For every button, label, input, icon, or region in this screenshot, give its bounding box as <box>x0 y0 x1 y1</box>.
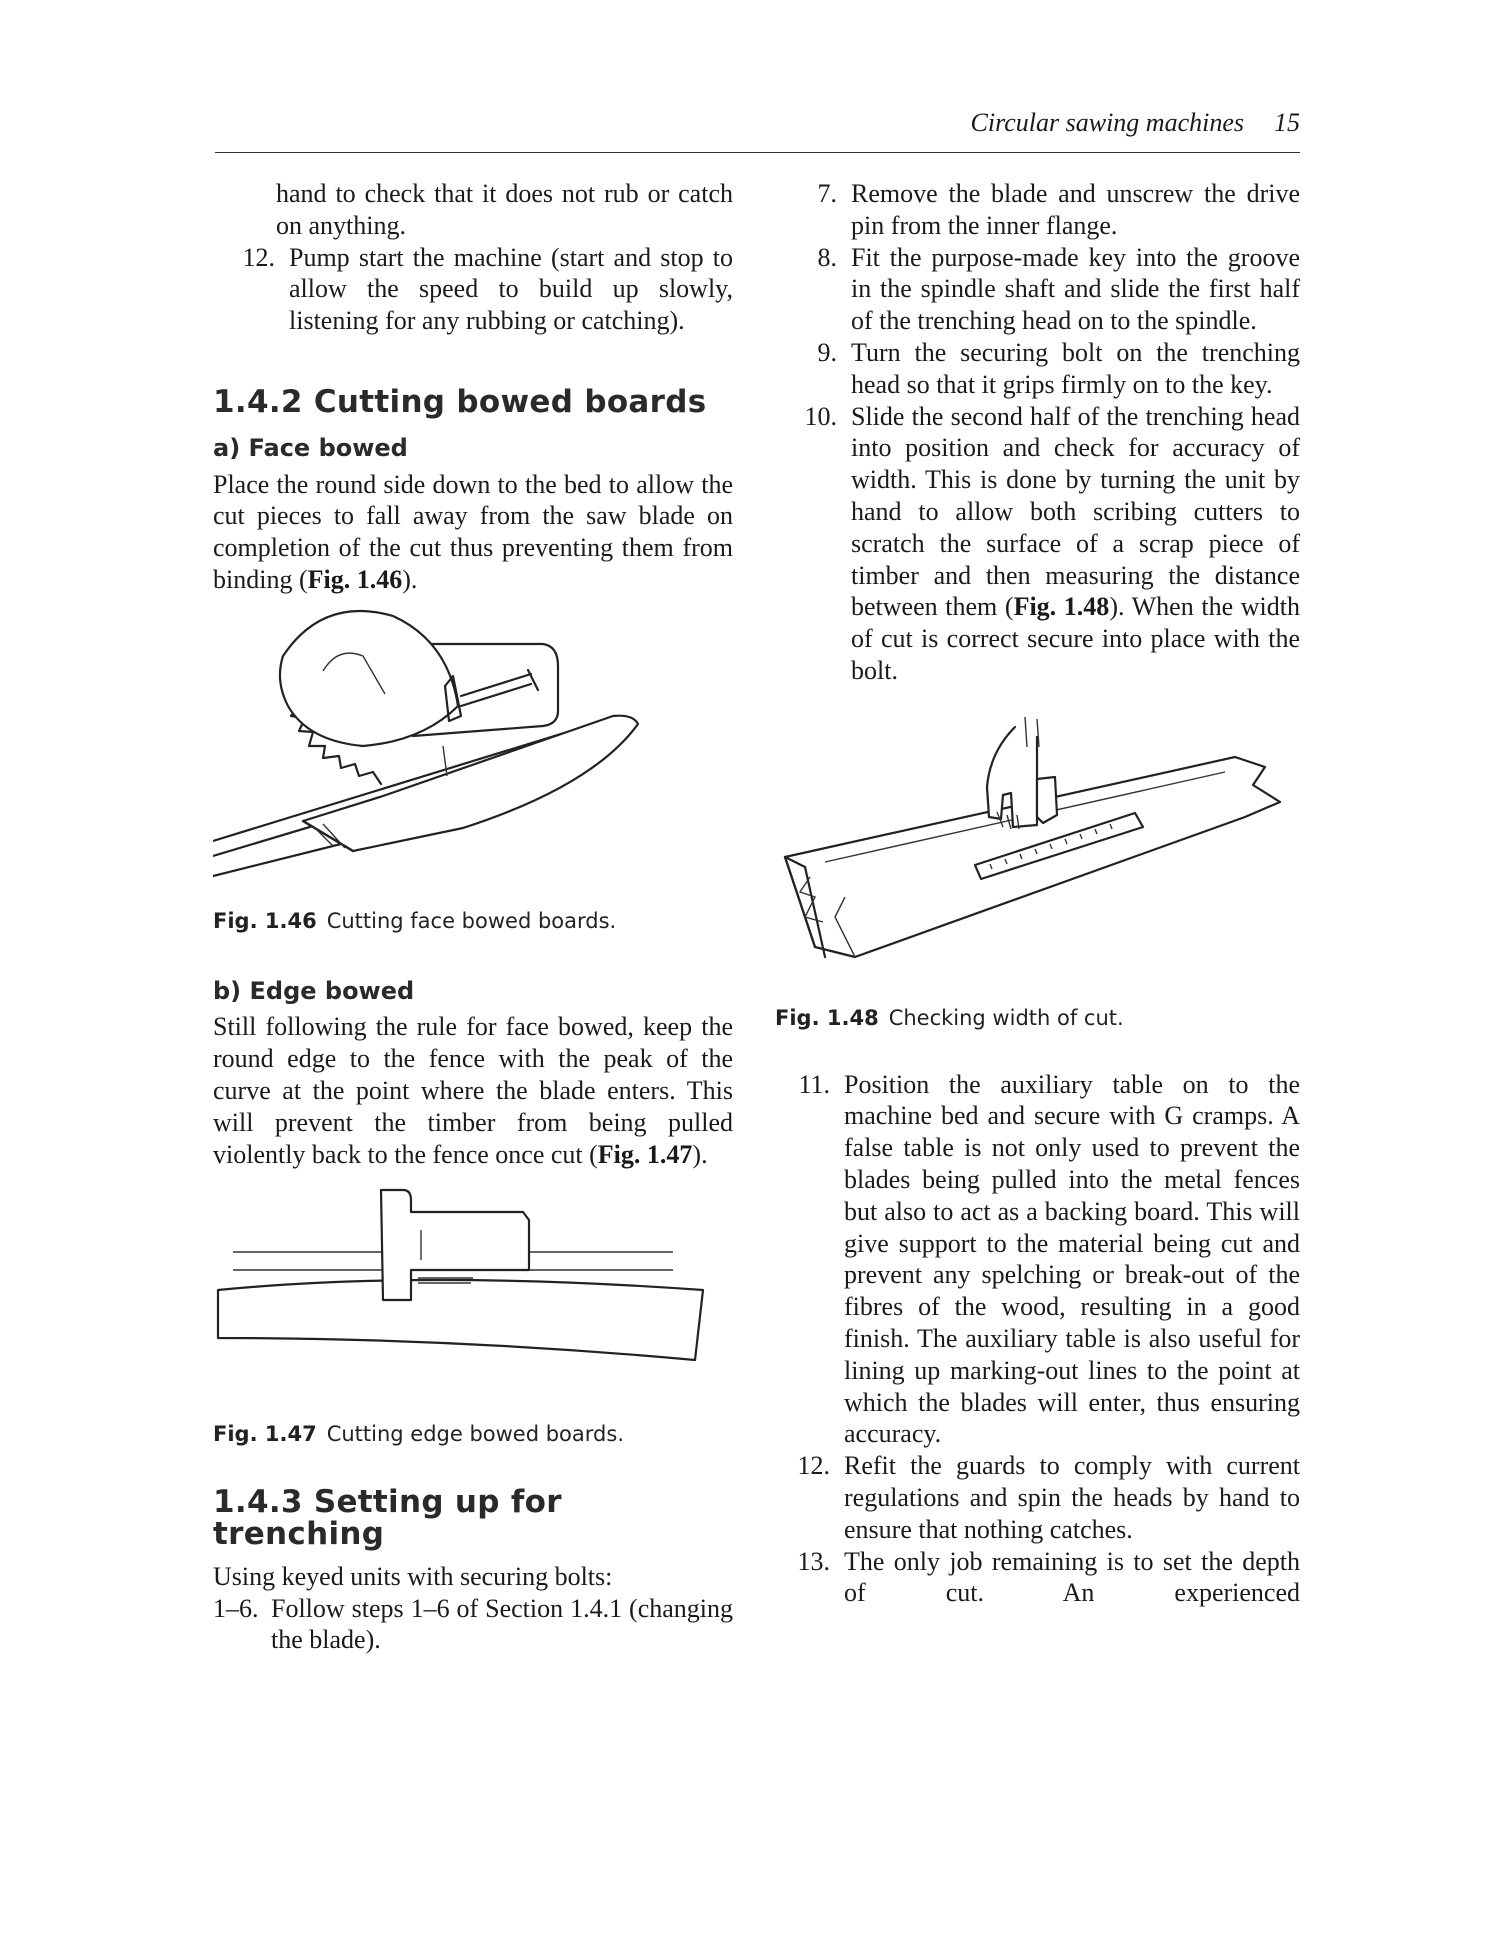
item-text: Slide the second half of the trenching head into position and check for accuracy of width. This is done by turning the unit by hand to allow both scribing cutters to scratch the surface of a scrap piece of timber and then measuring the distance between them (Fig. 1.48). When the width of cut is correct secure into place with the bolt. <box>851 401 1300 685</box>
item-text: Follow steps 1–6 of Section 1.4.1 (changing the blade). <box>271 1593 733 1655</box>
figure-reference: Fig. 1.46 <box>307 564 403 594</box>
list-item-7 <box>775 178 1300 242</box>
paragraph-keyed-units: Using keyed units with securing bolts: <box>213 1561 613 1591</box>
list-item-1-6 <box>213 1593 733 1657</box>
caption-fig-1-47 <box>213 1419 733 1451</box>
item-text: Fit the purpose-made key into the groove in the spindle shaft and slide the first half of the trenching head on to the spindle. <box>851 242 1300 336</box>
item-number: 1–6. <box>213 1593 259 1623</box>
item-number: 7. <box>817 179 837 208</box>
item-text: Remove the blade and unscrew the drive pin from the inner flange. <box>851 179 1300 240</box>
figure-1-46-saw-illustration <box>213 596 733 896</box>
item-number: 12. <box>797 1451 830 1481</box>
list-item-9 <box>775 337 1300 401</box>
list-item-8 <box>775 242 1300 337</box>
item-text: Position the auxiliary table on to the machine bed and secure with G cramps. A false table is not only used to prevent the blades being pulled into the metal fences but also to act as a backing board. This will give support to the material being cut and prevent any spelching or break-out of the fibres of the wood, resulting in a good finish. The auxiliary table is also useful for lining up marking-out lines to the point at which the blades will enter, thus ensuring accuracy. <box>844 1069 1300 1449</box>
page-number: 15 <box>1274 108 1300 137</box>
list-item-11 <box>775 1069 1300 1451</box>
list-item-10 <box>775 401 1300 687</box>
figure-reference: Fig. 1.48 <box>1013 592 1110 622</box>
right-column <box>775 178 1300 1609</box>
item-text: Turn the securing bolt on the trenching head so that it grips firmly on to the key. <box>851 337 1300 399</box>
figure-1-48-trenching-check-illustration <box>775 707 1300 987</box>
section-heading-1-4-3: 1.4.3 Setting up for trenching <box>213 1484 562 1552</box>
item-number: 10. <box>804 401 837 431</box>
item-text: Refit the guards to comply with current regulations and spin the heads by hand to ensure that nothing catches. <box>844 1451 1300 1544</box>
running-title: Circular sawing machines <box>970 108 1244 137</box>
caption-fig-1-48 <box>775 1003 1300 1035</box>
item-number: 8. <box>817 242 837 272</box>
continued-text: hand to check that it does not rub or catch on anything. <box>276 179 733 240</box>
running-header <box>215 108 1300 153</box>
paragraph-face-bowed: Place the round side down to the bed to allow the cut pieces to fall away from the saw blade on completion of the cut thus preventing them from binding (Fig. 1.46). <box>213 469 733 594</box>
caption-text: Cutting edge bowed boards. <box>326 1422 624 1447</box>
paragraph-edge-bowed: Still following the rule for face bowed, keep the round edge to the fence with the peak of the curve at the point where the blade enters. This will prevent the timber from being pulled violently back to the fence once cut (Fig. 1.47). <box>213 1012 733 1169</box>
figure-label: Fig. 1.48 <box>775 1005 879 1030</box>
left-column <box>213 178 733 1656</box>
list-item-12 <box>213 242 733 337</box>
item-number: 9. <box>817 337 837 367</box>
item-number: 11. <box>798 1069 830 1099</box>
caption-text: Checking width of cut. <box>888 1005 1124 1030</box>
item-number: 13. <box>797 1546 830 1576</box>
subheading-face-bowed: a) Face bowed <box>213 433 408 462</box>
figure-1-47-edge-bowed-illustration <box>213 1170 733 1405</box>
item-text: Pump start the machine (start and stop to allow the speed to build up slowly, listening for any rubbing or catching). <box>289 242 733 336</box>
section-heading-1-4-2: 1.4.2 Cutting bowed boards <box>213 383 707 420</box>
item-text: The only job remaining is to set the depth of cut. An experienced <box>844 1546 1300 1608</box>
figure-label: Fig. 1.47 <box>213 1422 317 1447</box>
caption-fig-1-46 <box>213 906 733 938</box>
figure-reference: Fig. 1.47 <box>597 1139 693 1169</box>
subheading-edge-bowed: b) Edge bowed <box>213 976 415 1005</box>
list-item-13 <box>775 1546 1300 1610</box>
figure-label: Fig. 1.46 <box>213 908 317 933</box>
list-item-12-right <box>775 1450 1300 1545</box>
item-number: 12. <box>242 242 275 272</box>
caption-text: Cutting face bowed boards. <box>326 908 617 933</box>
